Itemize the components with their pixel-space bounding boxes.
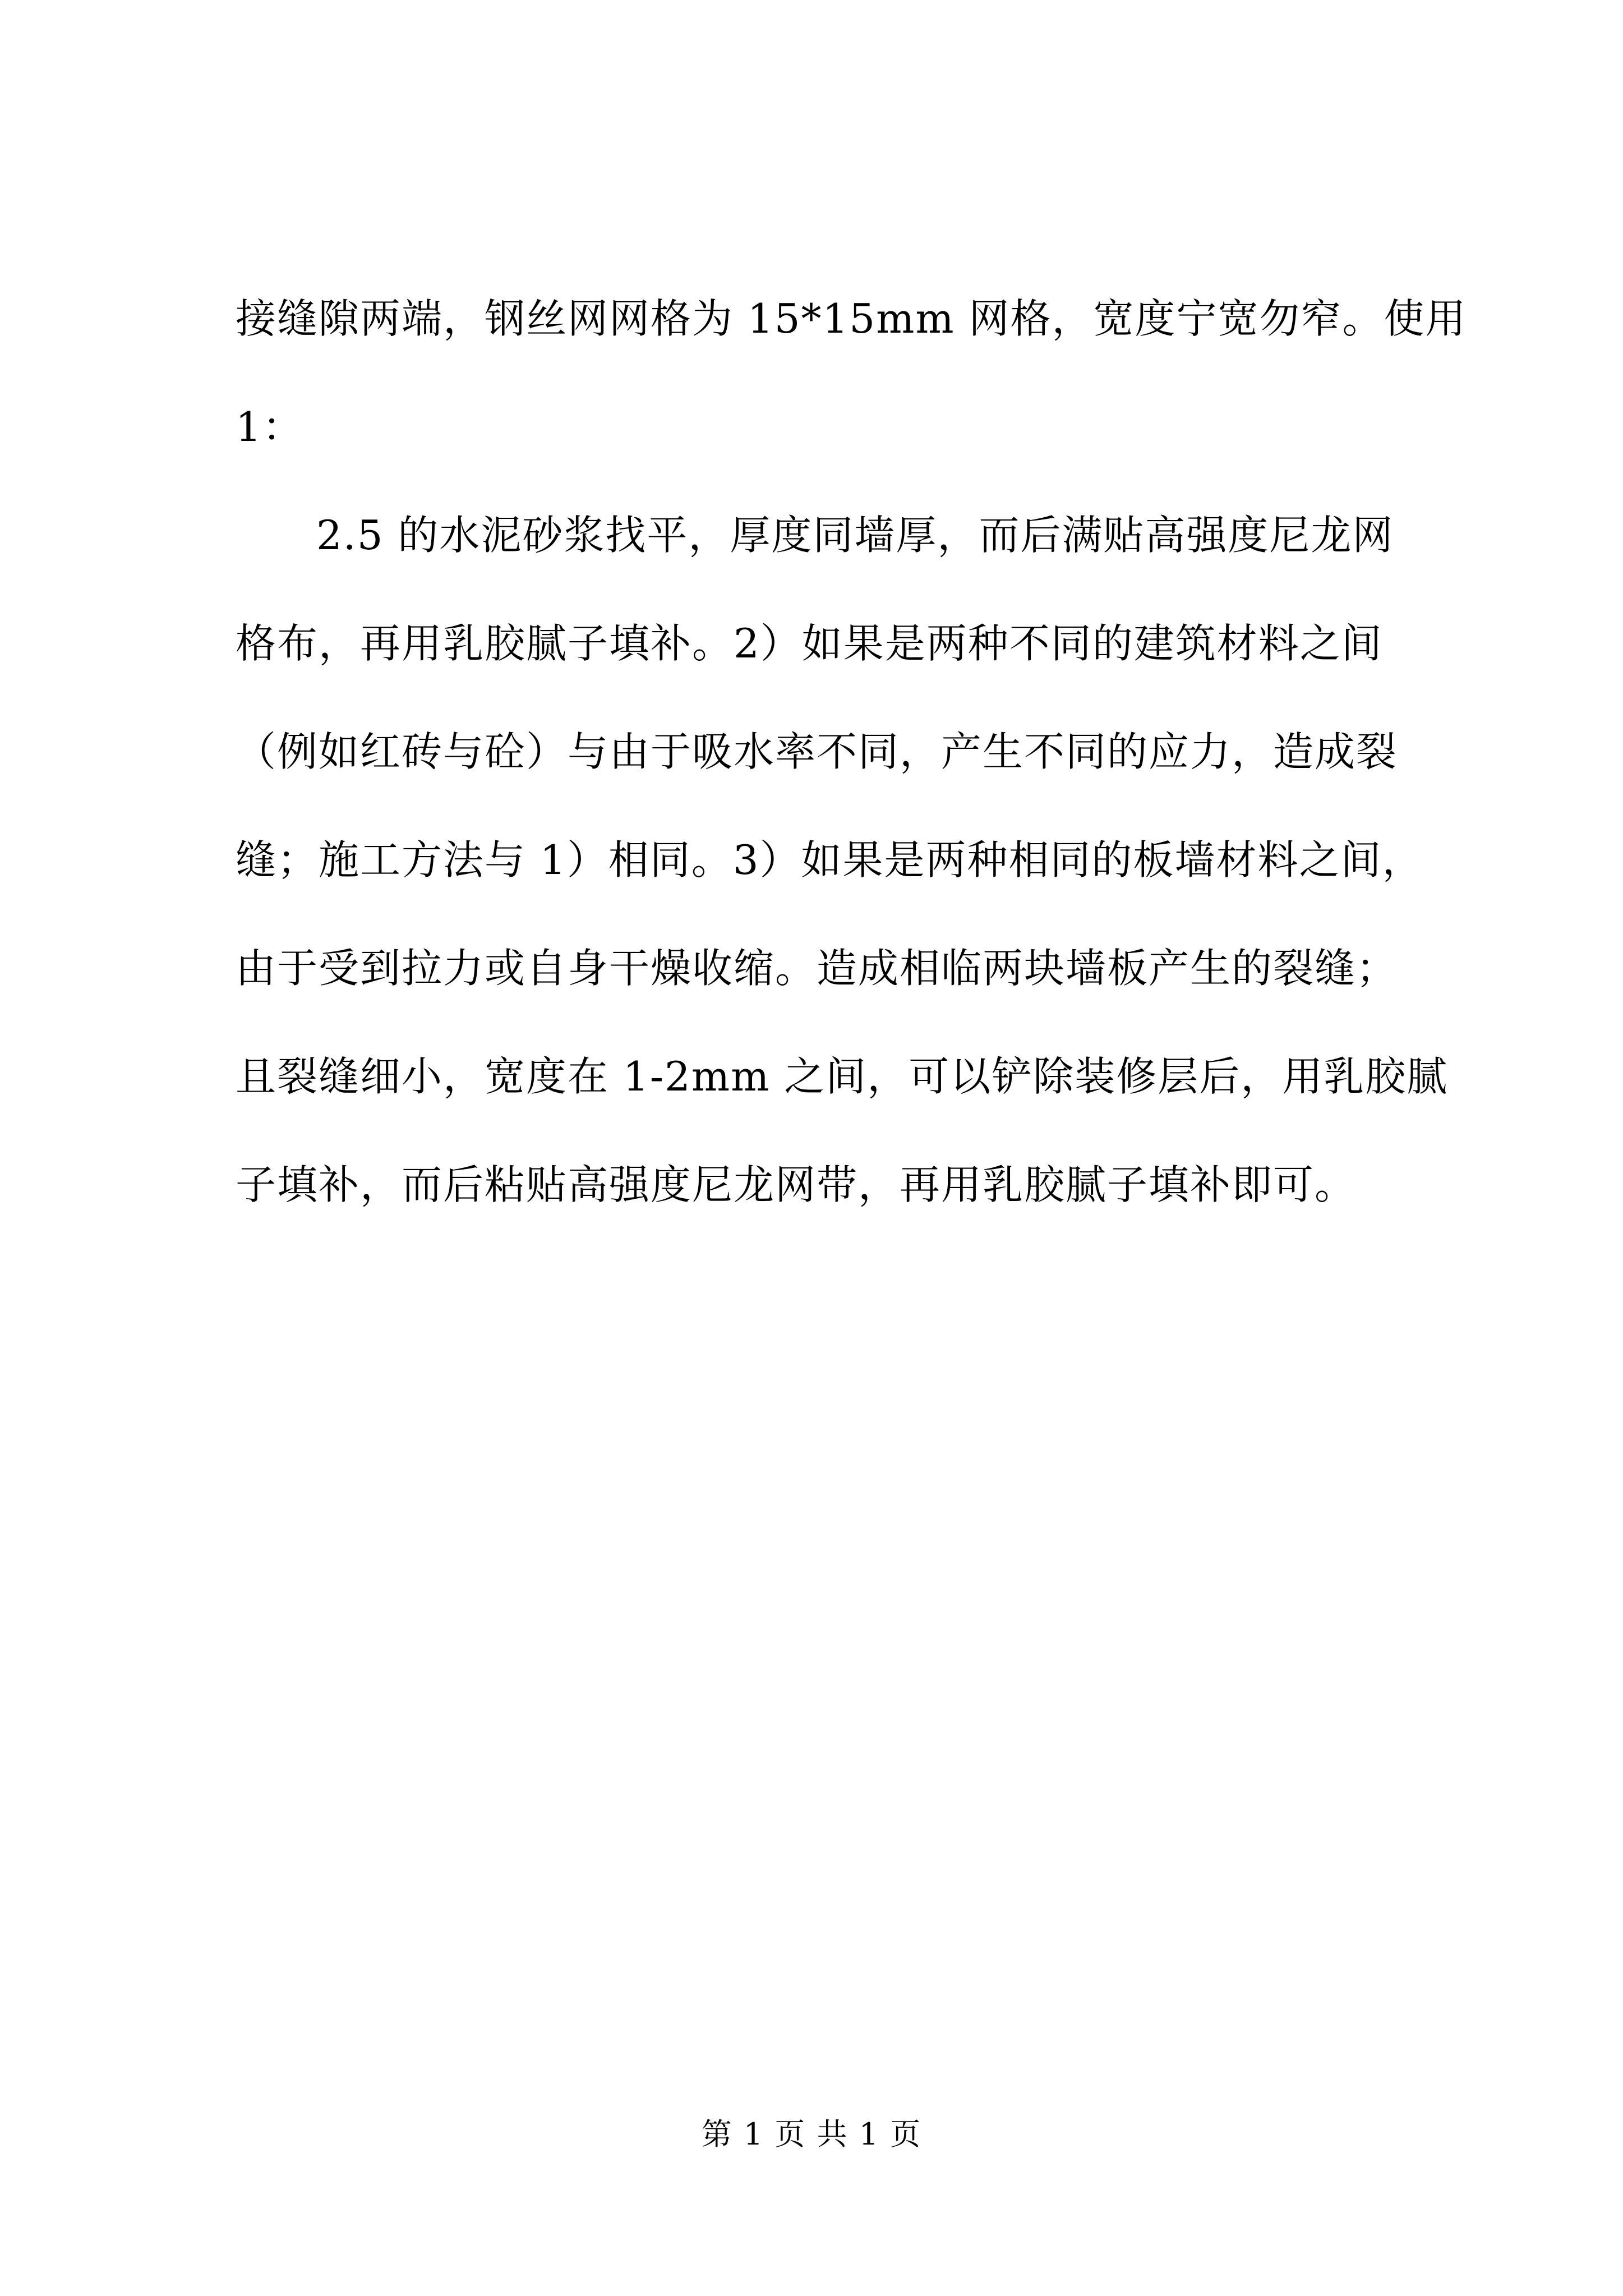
text-line: 缝；施工方法与 1）相同。3）如果是两种相同的板墙材料之间， — [236, 836, 1424, 884]
text-line: （例如红砖与砼）与由于吸水率不同，产生不同的应力，造成裂 — [236, 728, 1398, 775]
text-line: 且裂缝细小，宽度在 1-2mm 之间，可以铲除装修层后，用乳胶腻 — [236, 1053, 1449, 1100]
text-line: 接缝隙两端，钢丝网网格为 15*15mm 网格，宽度宁宽勿窄。使用 — [236, 295, 1467, 342]
body-text — [236, 292, 1467, 1266]
text-line: 由于受到拉力或自身干燥收缩。造成相临两块墙板产生的裂缝； — [236, 945, 1398, 992]
text-line: 格布，再用乳胶腻子填补。2）如果是两种不同的建筑材料之间 — [236, 620, 1383, 667]
text-line: 1： — [236, 403, 304, 450]
text-line: 2.5 的水泥砂浆找平，厚度同墙厚，而后满贴高强度尼龙网 — [316, 512, 1394, 559]
text-line: 子填补，而后粘贴高强度尼龙网带，再用乳胶腻子填补即可。 — [236, 1161, 1357, 1208]
page-number-footer: 第 1 页 共 1 页 — [701, 2116, 922, 2152]
